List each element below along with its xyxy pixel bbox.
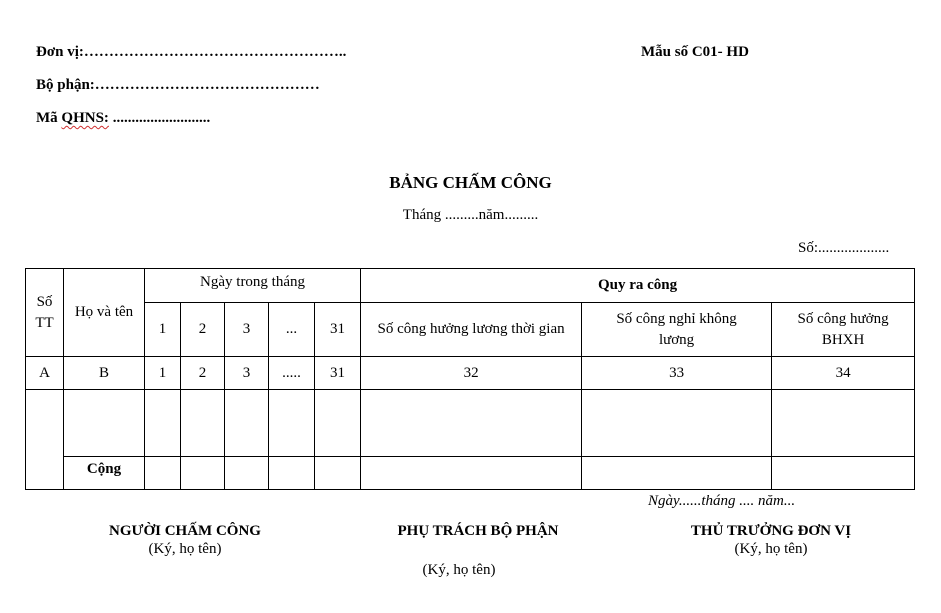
signature-block-timekeeper	[75, 523, 295, 558]
mau-so: Mẫu số C01- HD	[641, 44, 749, 60]
code-cell: 34	[772, 357, 915, 390]
empty-data-row	[26, 390, 915, 457]
code-cell: .....	[269, 357, 315, 390]
code-cell: 3	[225, 357, 269, 390]
name-header: Họ và tên	[64, 269, 145, 357]
day-col-header: 2	[181, 303, 225, 357]
document-number: Số:...................	[798, 240, 890, 256]
day-cell	[225, 457, 269, 490]
signature-block-department-head	[368, 523, 588, 579]
day-cell	[181, 390, 225, 457]
ma-dots: ..........................	[108, 110, 211, 126]
bo-phan-line: Bộ phận:………………………………………	[36, 77, 320, 93]
quy-ra-cong-header: Quy ra công	[361, 269, 915, 303]
sub-col-header: Số công hưởng lương thời gian	[361, 303, 582, 357]
code-cell: A	[26, 357, 64, 390]
total-row	[26, 457, 915, 490]
day-col-header: 3	[225, 303, 269, 357]
sub-cell	[582, 457, 772, 490]
days-header: Ngày trong tháng	[145, 269, 361, 303]
ma-qhns-line	[36, 110, 210, 127]
day-cell	[269, 457, 315, 490]
sub-cell	[772, 390, 915, 457]
signature-title: THỦ TRƯỞNG ĐƠN VỊ	[690, 523, 852, 539]
sub-cell	[361, 390, 582, 457]
month-year-line: Tháng .........năm.........	[402, 207, 539, 223]
signature-subtitle: (Ký, họ tên)	[734, 541, 808, 557]
sub-cell	[582, 390, 772, 457]
sub-cell	[361, 457, 582, 490]
day-cell	[315, 390, 361, 457]
code-cell: 1	[145, 357, 181, 390]
ma-label: Mã	[36, 110, 58, 126]
date-line: Ngày......tháng .... năm...	[648, 493, 796, 509]
day-cell	[145, 390, 181, 457]
signature-title: NGƯỜI CHẤM CÔNG	[109, 523, 261, 539]
code-cell: B	[64, 357, 145, 390]
day-cell	[145, 457, 181, 490]
signature-block-unit-head	[661, 523, 881, 558]
signature-subtitle: (Ký, họ tên)	[148, 541, 222, 557]
sub-col-header: Số công nghỉ không lương	[582, 303, 772, 357]
sub-cell	[772, 457, 915, 490]
don-vi-line: Đơn vị:……………………………………………..	[36, 44, 347, 60]
code-cell: 2	[181, 357, 225, 390]
code-cell: 32	[361, 357, 582, 390]
total-label: Cộng	[64, 457, 145, 490]
timesheet-table	[25, 268, 915, 490]
qhns-label: QHNS:	[61, 110, 109, 126]
day-col-header: 31	[315, 303, 361, 357]
name-cell	[64, 390, 145, 457]
signature-title: PHỤ TRÁCH BỘ PHẬN	[397, 523, 559, 539]
day-col-header: ...	[269, 303, 315, 357]
code-cell: 31	[315, 357, 361, 390]
signature-subtitle: (Ký, họ tên)	[422, 562, 496, 578]
stt-header: Số TT	[26, 269, 64, 357]
day-cell	[269, 390, 315, 457]
header-row-1	[26, 269, 915, 303]
day-cell	[225, 390, 269, 457]
day-cell	[181, 457, 225, 490]
page-title: BẢNG CHẤM CÔNG	[389, 173, 552, 192]
code-row	[26, 357, 915, 390]
code-cell: 33	[582, 357, 772, 390]
day-cell	[315, 457, 361, 490]
header-row-2	[26, 303, 915, 357]
day-col-header: 1	[145, 303, 181, 357]
stt-cell	[26, 390, 64, 490]
sub-col-header: Số công hưởng BHXH	[772, 303, 915, 357]
